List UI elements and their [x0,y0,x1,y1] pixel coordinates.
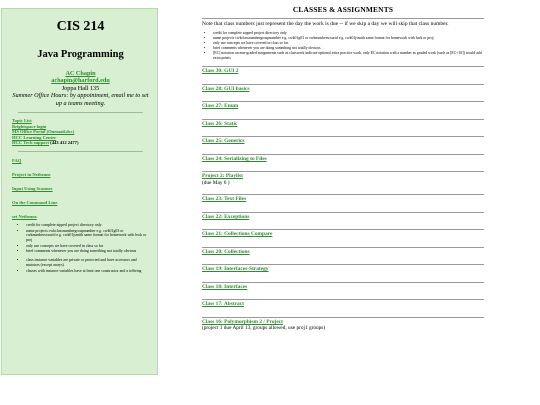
ms-office-portal-link[interactable]: MS Office Portal (Onemail.dcc) [12,129,75,135]
instructor-name-link[interactable]: AC Chapin [65,70,96,77]
list-item: • class instance variables are private or protected and have accessors and mutators (except arrays) [26,258,149,268]
divider [18,112,143,113]
class-link-exceptions[interactable]: Class 22: Exceptions [202,213,250,220]
class-entry-27 [202,101,484,119]
class-entry-17 [202,299,484,317]
list-item: • only use concepts we have covered in class so far [213,41,484,46]
main-content [202,0,484,405]
project-entry-2 [202,171,484,194]
class-link-collections[interactable]: Class 20: Collections [202,248,250,255]
course-code: CIS 214 [56,19,105,34]
learning-center-link[interactable]: HCC Learning Center [12,134,57,140]
list-item: • [EC] notation on non-graded assignments such as classwork indicate optional extra practice work, only EC notation with a number as graded work (such as [EC+10]) would add extra points [213,51,484,60]
project-due-date: (due May 6 ) [202,179,230,186]
sidebar-class-rules-list [12,258,149,273]
faq-link[interactable]: FAQ [12,158,22,163]
sidebar-rules-list [12,223,149,254]
class-link-static[interactable]: Class 26: Static [202,120,238,127]
class-link-interfaces-strategy[interactable]: Class 19: Interfaces-Strategy [202,266,269,273]
brightspace-login-link[interactable]: Brightspace login [12,123,47,129]
class-link-interfaces[interactable]: Class 18: Interfaces [202,283,248,290]
class-entry-18 [202,282,484,300]
class-link-abstract[interactable]: Class 17: Abstract [202,301,244,308]
input-scanner-link[interactable]: Input Using Scanner [12,186,53,191]
project-1-due-note: (project 1 due April 13, groups allowed, use proj1 groups) [202,325,326,332]
class-entry-24 [202,154,484,172]
course-name: Java Programming [37,49,124,60]
list-item: • name projects cwkclassnumbergroupnumber e.g. cwk01g03 or cwknumberscsurid e.g. cwk01jsmith same format for homework with hwk or proj [26,229,149,243]
tech-support-phone: (443 412 2477) [50,140,79,146]
class-entry-28 [202,84,484,102]
class-link-gui-basics[interactable]: Class 28: GUI basics [202,85,250,92]
class-link-generics[interactable]: Class 25: Generics [202,138,245,145]
class-entry-30 [202,66,484,84]
class-entry-21 [202,229,484,247]
divider [18,151,143,152]
class-entry-25 [202,136,484,154]
list-item: • name projects cwkclassnumbergroupnumber e.g. cwk01g03 or cwknumberscsurid e.g. cwk01jsmith same format for homework with hwk or proj [213,36,484,41]
class-entry-16 [202,317,484,340]
set-netbeans-link[interactable]: set Netbeans [12,214,37,219]
list-item: • classes with instance variables have at least one constructor and a toString [26,269,149,274]
list-item: • only use concepts we have covered in class so far [26,244,149,249]
class-entry-19 [202,264,484,282]
class-link-enum[interactable]: Class 27: Enum [202,103,239,110]
tech-support-link[interactable]: HCC Tech support [12,140,50,146]
project-netbeans-link[interactable]: Project in Netbeans [12,172,51,177]
command-line-link[interactable]: On the Command Line [12,200,58,205]
list-item: • brief comments whenever you are doing something not totally obvious [213,46,484,51]
page-title: CLASSES & ASSIGNMENTS [292,5,394,14]
resource-links [12,118,149,146]
class-link-serializing[interactable]: Class 24: Serializing to Files [202,155,267,162]
instructor-email-link[interactable]: achapin@harford.edu [51,77,110,85]
class-entry-20 [202,247,484,265]
instructor-office: Joppa Hall 135 [61,84,100,92]
class-entry-26 [202,119,484,137]
project-link-playlist[interactable]: Project 2: Playlist [202,173,243,180]
list-item: • credit for complete zipped project directory only [213,31,484,36]
topic-list-link[interactable]: Topic List [12,118,32,124]
divider [202,18,484,19]
class-number-note: Note that class numbers just represent the day the work is due -- if we skip a day we will skip that class number. [202,21,449,27]
assignment-rules-list [202,31,484,61]
class-entry-22 [202,212,484,230]
class-link-text-files[interactable]: Class 23: Text Files [202,196,247,203]
list-item: • brief comments whenever you are doing something not totally obvious [26,249,149,254]
class-link-gui-2[interactable]: Class 30: GUI 2 [202,68,239,75]
class-link-collections-compare[interactable]: Class 21: Collections Compare [202,231,273,238]
list-item: • credit for complete zipped project directory only [26,223,149,228]
office-hours: Summer Office Hours: by appointment, email me to set up a teams meeting. [12,92,149,107]
sidebar [1,8,158,375]
class-entry-23 [202,194,484,212]
instructor-info [12,70,149,107]
class-link-polymorphism-2[interactable]: Class 16: Polymorphism 2 / Project [202,318,283,325]
